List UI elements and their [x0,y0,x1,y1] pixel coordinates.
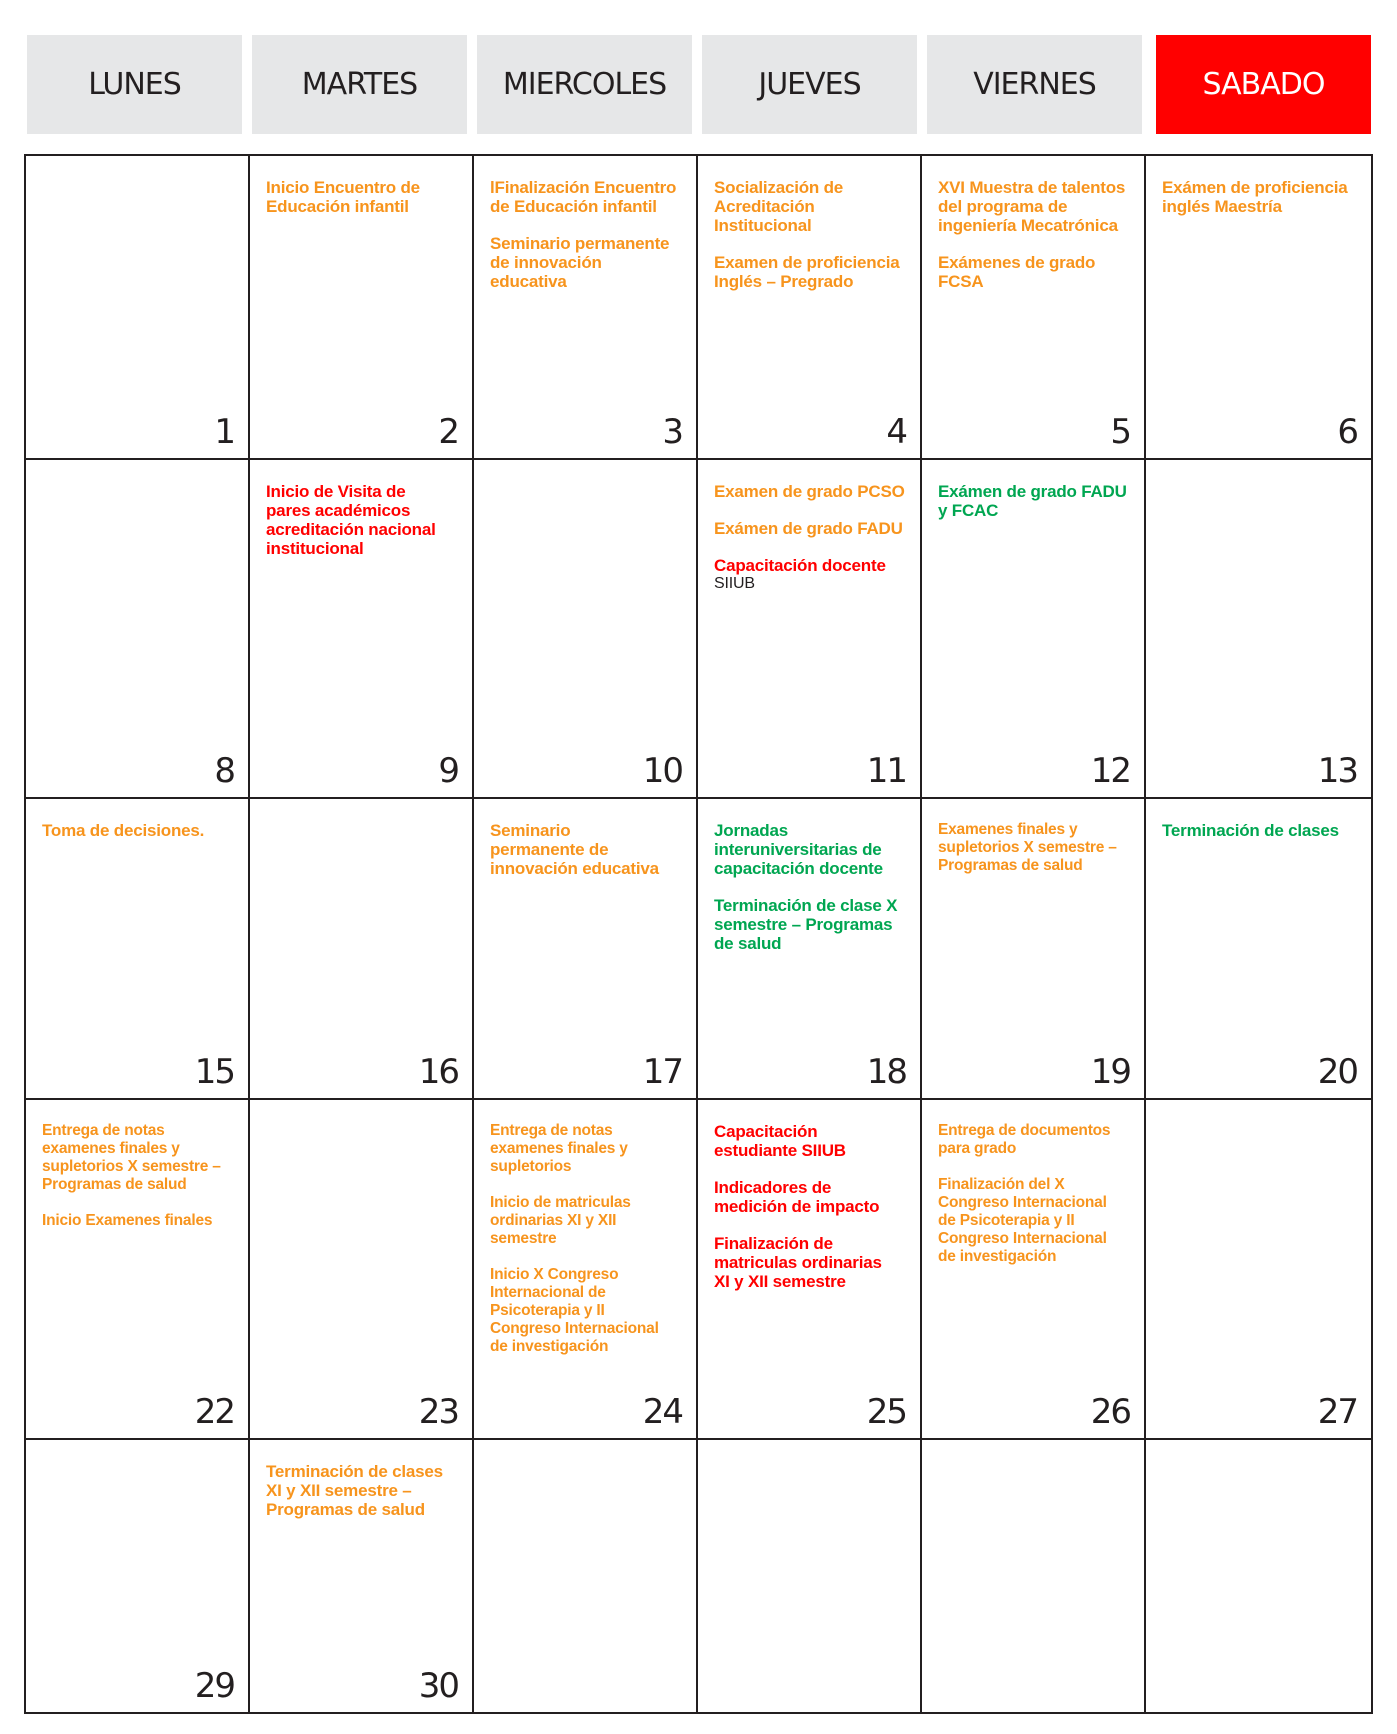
day-cell [697,798,921,1099]
day-number: 13 [1317,751,1357,791]
day-events [714,482,916,611]
day-cell [697,459,921,798]
day-events [938,178,1140,309]
event-text: Entrega de documentos para grado [938,1122,1111,1157]
event-text: Seminario permanente de innovación educativa [490,234,670,291]
week-row-2 [25,459,1372,798]
day-events [490,1122,692,1374]
day-number: 10 [642,751,682,791]
day-cell [249,155,473,459]
day-cell [1145,1439,1372,1713]
day-events [42,821,244,858]
day-events [714,178,916,309]
day-cell [1145,459,1372,798]
day-cell [1145,155,1372,459]
day-number: 6 [1337,412,1357,452]
day-number: 23 [418,1392,458,1432]
header-sabado: SABADO [1156,35,1371,134]
calendar-event [714,482,916,501]
day-events [938,821,1140,893]
event-text: Inicio Encuentro de Educación infantil [266,178,420,216]
day-events [266,482,468,576]
event-text: Indicadores de medición de impacto [714,1178,880,1216]
day-number: 12 [1090,751,1130,791]
calendar-event [714,821,916,878]
day-number: 2 [438,412,458,452]
calendar-event [266,1462,468,1519]
day-events [266,1462,468,1537]
event-text: lFinalización Encuentro de Educación infantil [490,178,677,216]
day-cell [25,798,249,1099]
day-cell [25,459,249,798]
day-number: 5 [1110,412,1130,452]
event-text: Capacitación docente [714,556,886,575]
day-number: 15 [194,1052,234,1092]
day-number: 29 [194,1666,234,1706]
day-number: 26 [1090,1392,1130,1432]
day-number: 17 [642,1052,682,1092]
calendar-event [490,178,692,216]
calendar-event [266,178,468,216]
day-number: 1 [214,412,234,452]
calendar-event [42,1122,244,1194]
day-number: 11 [866,751,906,791]
day-cell [697,1099,921,1439]
day-cell [473,798,697,1099]
day-cell [25,155,249,459]
day-cell [249,798,473,1099]
calendar-event [490,234,692,291]
event-text: Terminación de clase X semestre – Programas de salud [714,896,898,953]
calendar-event [714,556,916,593]
event-text: Exámen de grado FADU [714,519,903,538]
day-cell [473,1099,697,1439]
event-text: Finalización del X Congreso Internacional de Psicoterapia y II Congreso Internacional de investigación [938,1176,1107,1265]
event-text: Entrega de notas examenes finales y supletorios [490,1122,628,1175]
header-viernes: VIERNES [927,35,1142,134]
calendar-event [938,1176,1140,1266]
week-row-1 [25,155,1372,459]
header-lunes: LUNES [27,35,242,134]
day-number: 24 [642,1392,682,1432]
day-number: 22 [194,1392,234,1432]
header-jueves: JUEVES [702,35,917,134]
calendar-event [266,482,468,558]
calendar-event [714,253,916,291]
calendar-event [490,1266,692,1356]
day-cell [921,798,1145,1099]
calendar-event [938,821,1140,875]
event-text: Toma de decisiones. [42,821,205,840]
day-events [1162,821,1367,858]
day-events [490,821,692,896]
event-text: Jornadas interuniversitarias de capacitación docente [714,821,883,878]
calendar-event [490,821,692,878]
calendar-event [714,178,916,235]
day-cell [473,1439,697,1713]
header-miercoles: MIERCOLES [477,35,692,134]
calendar-event [714,1178,916,1216]
week-row-4 [25,1099,1372,1439]
day-number: 16 [418,1052,458,1092]
weekday-header-row [27,35,1371,134]
day-cell [697,155,921,459]
event-text: Exámenes de grado FCSA [938,253,1096,291]
week-row-5 [25,1439,1372,1713]
day-cell [921,1439,1145,1713]
calendar-event [714,519,916,538]
event-text: Examen de grado PCSO [714,482,905,501]
day-number: 27 [1317,1392,1357,1432]
event-text: Exámen de proficiencia inglés Maestría [1162,178,1348,216]
day-events [938,482,1140,538]
day-number: 30 [418,1666,458,1706]
calendar-event [42,1212,244,1230]
calendar-event [490,1194,692,1248]
day-cell [25,1099,249,1439]
calendar-event [1162,821,1367,840]
event-text: Exámen de grado FADU y FCAC [938,482,1127,520]
day-cell [473,459,697,798]
calendar-event [490,1122,692,1176]
event-note: SIIUB [714,575,755,592]
day-events [490,178,692,309]
event-text: Examen de proficiencia Inglés – Pregrado [714,253,900,291]
day-cell [25,1439,249,1713]
day-cell [249,1439,473,1713]
day-events [714,1122,916,1309]
event-text: XVI Muestra de talentos del programa de ingeniería Mecatrónica [938,178,1126,235]
day-cell [249,1099,473,1439]
day-number: 19 [1090,1052,1130,1092]
header-martes: MARTES [252,35,467,134]
day-events [266,178,468,234]
day-events [938,1122,1140,1284]
event-text: Finalización de matriculas ordinarias XI y XII semestre [714,1234,882,1291]
day-number: 8 [214,751,234,791]
event-text: Terminación de clases XI y XII semestre – Programas de salud [266,1462,443,1519]
day-cell [1145,1099,1372,1439]
day-number: 18 [866,1052,906,1092]
event-text: Entrega de notas examenes finales y supletorios X semestre – Programas de salud [42,1122,221,1193]
calendar-event [1162,178,1367,216]
day-cell [1145,798,1372,1099]
day-events [1162,178,1367,234]
event-text: Inicio de Visita de pares académicos acreditación nacional institucional [266,482,436,558]
day-cell [921,1099,1145,1439]
calendar-event [714,896,916,953]
calendar-event [42,821,244,840]
day-events [42,1122,244,1248]
day-cell [473,155,697,459]
calendar-event [938,253,1140,291]
event-text: Inicio X Congreso Internacional de Psicoterapia y II Congreso Internacional de investigación [490,1266,659,1355]
calendar-event [938,178,1140,235]
calendar-event [714,1122,916,1160]
event-text: Terminación de clases [1162,821,1339,840]
event-text: Examenes finales y supletorios X semestre – Programas de salud [938,821,1117,874]
calendar-event [938,482,1140,520]
event-text: Seminario permanente de innovación educativa [490,821,659,878]
week-row-3 [25,798,1372,1099]
day-number: 25 [866,1392,906,1432]
day-number: 3 [662,412,682,452]
day-cell [921,155,1145,459]
event-text: Inicio Examenes finales [42,1212,213,1229]
event-text: Inicio de matriculas ordinarias XI y XII semestre [490,1194,631,1247]
day-number: 4 [886,412,906,452]
calendar-event [714,1234,916,1291]
day-cell [249,459,473,798]
event-text: Socialización de Acreditación Institucional [714,178,844,235]
day-number: 9 [438,751,458,791]
calendar-grid [24,154,1371,1712]
calendar-event [938,1122,1140,1158]
day-cell [921,459,1145,798]
day-cell [697,1439,921,1713]
day-number: 20 [1317,1052,1357,1092]
day-events [714,821,916,971]
event-text: Capacitación estudiante SIIUB [714,1122,846,1160]
